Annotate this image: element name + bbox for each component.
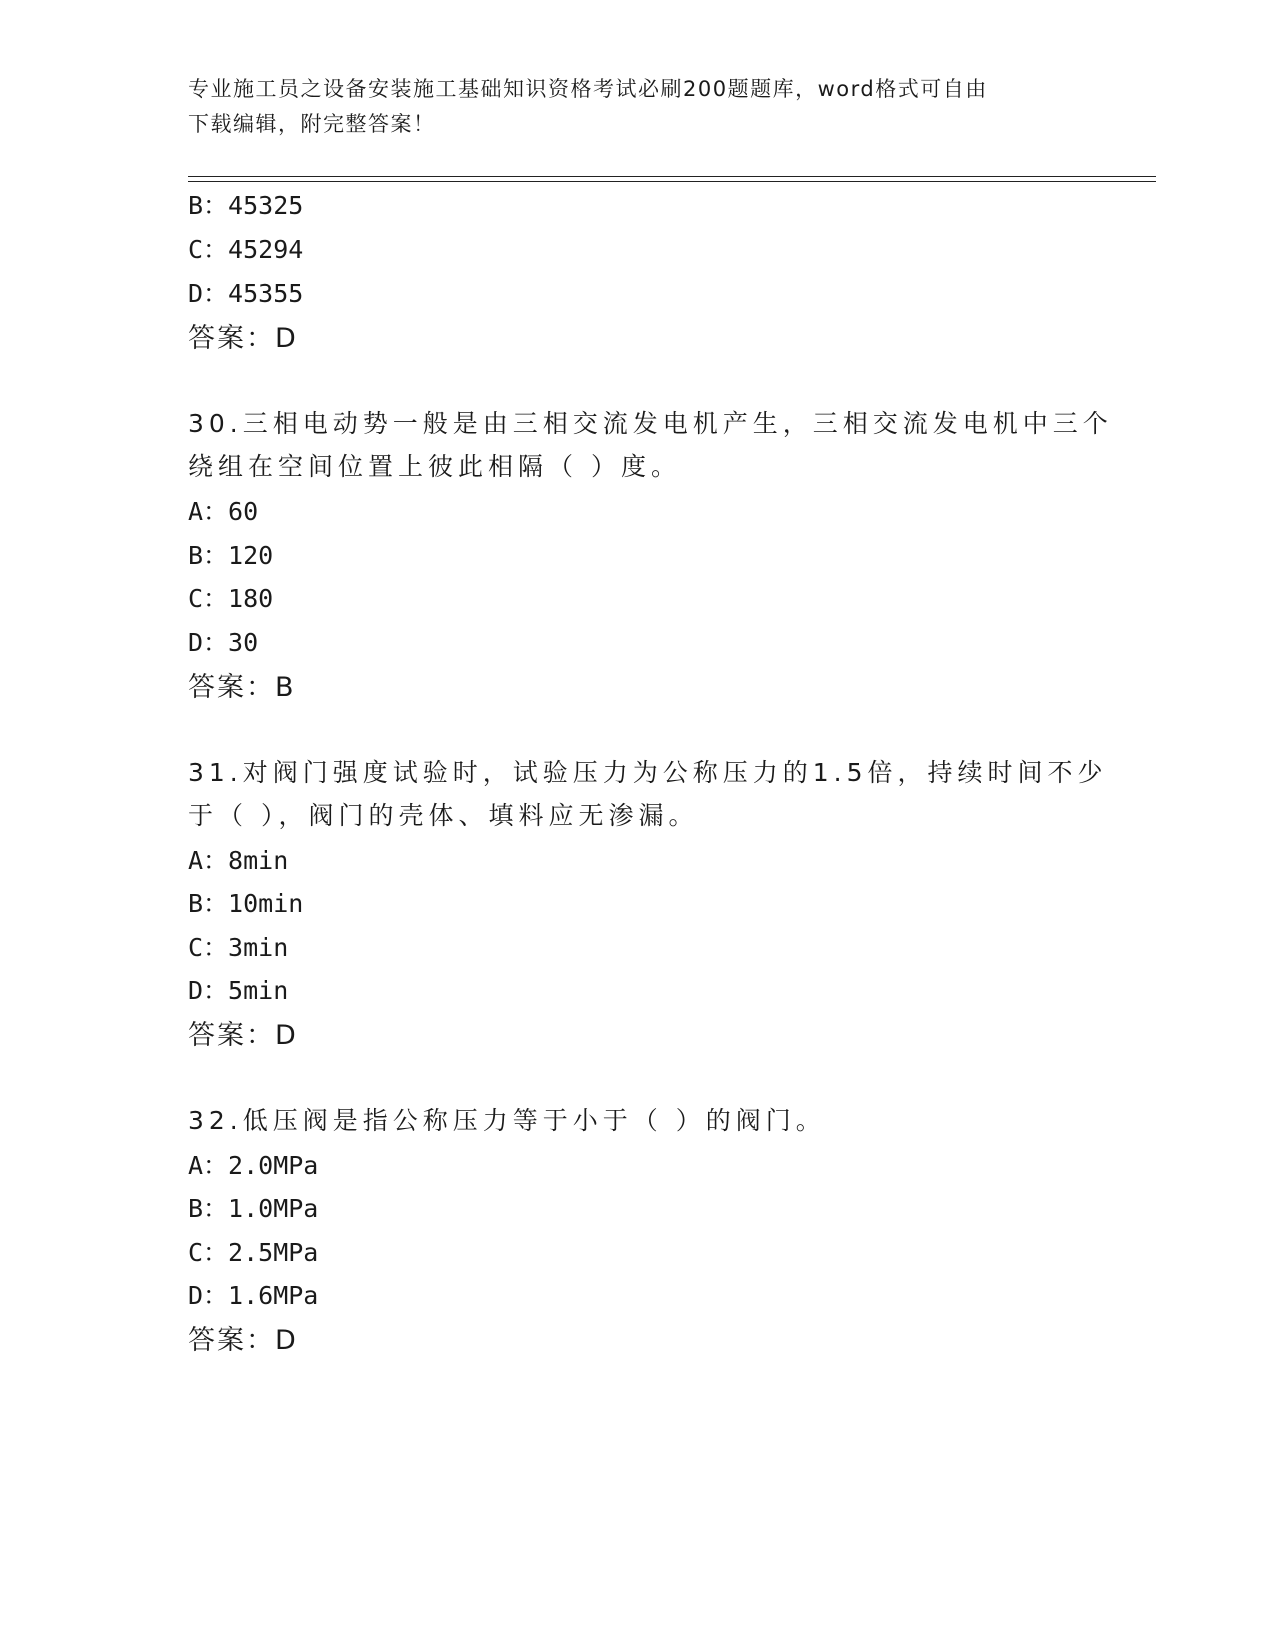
question-31-option-a: A：8min [188,846,289,875]
option-d: D：45355 [188,279,304,308]
question-31-text-line-1: 31.对阀门强度试验时，试验压力为公称压力的1.5倍，持续时间不少 [188,758,1108,787]
question-31-option-b: B：10min [188,889,304,918]
question-30-option-c: C：180 [188,584,274,613]
document-header [188,72,1068,142]
header-title-line-1: 专业施工员之设备安装施工基础知识资格考试必刷200题题库，word格式可自由 [188,77,988,101]
option-c: C：45294 [188,235,304,264]
question-30-answer: 答案：B [188,672,296,703]
question-32-option-c: C：2.5MPa [188,1238,319,1267]
question-32-option-a: A：2.0MPa [188,1151,319,1180]
question-32-option-d: D：1.6MPa [188,1281,319,1310]
question-32-text: 32.低压阀是指公称压力等于小于（ ）的阀门。 [188,1106,826,1135]
question-31-text-line-2: 于（ ），阀门的壳体、填料应无渗漏。 [188,801,699,830]
question-32-answer: 答案：D [188,1325,298,1356]
header-title-line-2: 下载编辑，附完整答案！ [188,112,436,136]
question-30-option-a: A：60 [188,497,259,526]
question-31-option-d: D：5min [188,976,289,1005]
question-30-option-b: B：120 [188,541,274,570]
header-divider-bottom [188,181,1156,182]
question-31-option-c: C：3min [188,933,289,962]
question-30-option-d: D：30 [188,628,259,657]
answer-line: 答案：D [188,323,298,354]
question-31-answer: 答案：D [188,1020,298,1051]
header-divider-top [188,176,1156,177]
question-30-text-line-2: 绕组在空间位置上彼此相隔（ ）度。 [188,452,681,481]
option-b: B：45325 [188,191,304,220]
question-30-text-line-1: 30.三相电动势一般是由三相交流发电机产生，三相交流发电机中三个 [188,409,1113,438]
question-32-option-b: B：1.0MPa [188,1194,319,1223]
